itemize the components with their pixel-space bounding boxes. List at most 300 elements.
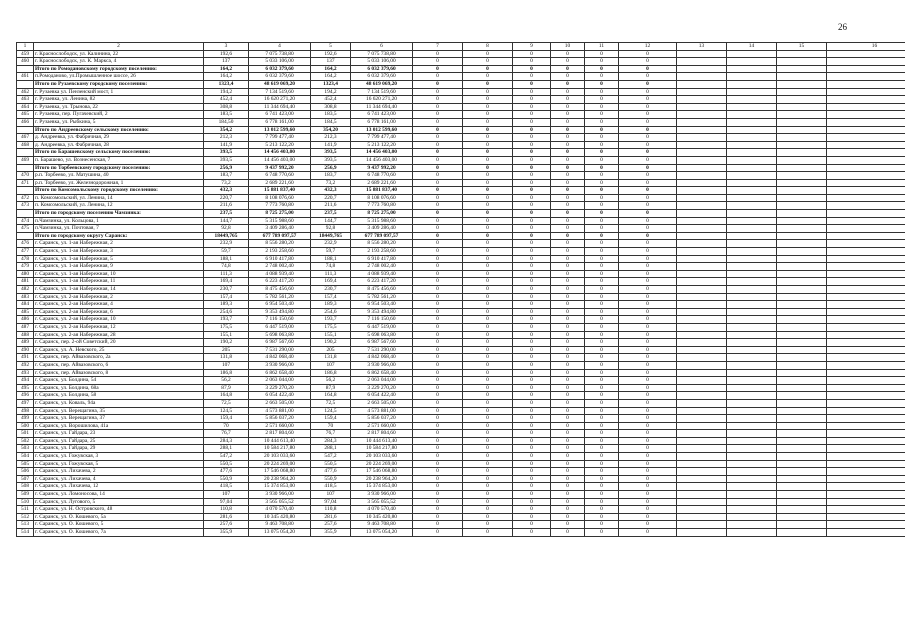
cell-col-6: 6 054 422,40 (351, 392, 413, 400)
cell-col-14 (727, 468, 777, 476)
cell-col-4: 20 224 269,00 (249, 460, 311, 468)
cell-col-10: 0 (551, 437, 585, 445)
cell-col-1 (17, 210, 34, 218)
cell-col-12: 0 (619, 468, 677, 476)
cell-col-12: 0 (619, 384, 677, 392)
cell-col-6: 13 012 599,60 (351, 126, 413, 134)
cell-col-2: г. Саранск, ул. Болдина, 58 (34, 392, 204, 400)
cell-col-16 (827, 521, 905, 529)
cell-col-15 (777, 422, 827, 430)
cell-col-10: 0 (551, 248, 585, 256)
cell-col-4: 2 689 221,60 (249, 179, 311, 187)
cell-col-1: 513 (17, 521, 34, 529)
cell-col-14 (727, 156, 777, 164)
cell-col-10: 0 (551, 513, 585, 521)
cell-col-3: 184,50 (204, 118, 249, 126)
cell-col-9: 0 (513, 217, 551, 225)
column-number-row (17, 43, 905, 51)
column-number-13: 13 (677, 43, 727, 51)
cell-col-16 (827, 225, 905, 233)
cell-col-5: 256,9 (311, 164, 351, 172)
cell-col-4: 48 619 069,20 (249, 80, 311, 88)
table-row (17, 134, 905, 142)
cell-col-5: 184,5 (311, 118, 351, 126)
cell-col-3: 70 (204, 422, 249, 430)
cell-col-1: 483 (17, 293, 34, 301)
cell-col-4: 7 799 477,40 (249, 134, 311, 142)
cell-col-6: 2 817 804,60 (351, 430, 413, 438)
cell-col-2: д. Андреевка, ул. Фабричная, 28 (34, 141, 204, 149)
cell-col-10: 0 (551, 316, 585, 324)
cell-col-7: 0 (413, 50, 463, 58)
cell-col-13 (677, 308, 727, 316)
cell-col-2: г. Саранск, ул. Н. Островского, 48 (34, 506, 204, 514)
cell-col-14 (727, 149, 777, 157)
cell-col-14 (727, 103, 777, 111)
cell-col-8: 0 (463, 377, 513, 385)
cell-col-5: 432,3 (311, 187, 351, 195)
table-row (17, 513, 905, 521)
cell-col-16 (827, 468, 905, 476)
cell-col-16 (827, 415, 905, 423)
cell-col-10: 0 (551, 354, 585, 362)
cell-col-9: 0 (513, 187, 551, 195)
cell-col-15 (777, 498, 827, 506)
cell-col-13 (677, 73, 727, 81)
cell-col-16 (827, 50, 905, 58)
cell-col-7: 0 (413, 437, 463, 445)
cell-col-5: 110,8 (311, 506, 351, 514)
cell-col-7: 0 (413, 156, 463, 164)
cell-col-15 (777, 407, 827, 415)
cell-col-12: 0 (619, 80, 677, 88)
cell-col-15 (777, 483, 827, 491)
cell-col-15 (777, 346, 827, 354)
cell-col-1: 471 (17, 179, 34, 187)
cell-col-4: 4 088 939,40 (249, 270, 311, 278)
cell-col-5: 232,9 (311, 240, 351, 248)
cell-col-9: 0 (513, 331, 551, 339)
cell-col-2: г. Саранск, ул. Коваль, 94а (34, 399, 204, 407)
cell-col-13 (677, 96, 727, 104)
cell-col-16 (827, 248, 905, 256)
cell-col-4: 9 463 708,80 (249, 521, 311, 529)
cell-col-2: г. Краснослободск, ул. К. Маркса, 4 (34, 58, 204, 66)
cell-col-11: 0 (585, 134, 619, 142)
cell-col-1: 470 (17, 172, 34, 180)
cell-col-13 (677, 103, 727, 111)
cell-col-14 (727, 248, 777, 256)
table-row (17, 270, 905, 278)
cell-col-7: 0 (413, 293, 463, 301)
table-row (17, 445, 905, 453)
cell-col-12: 0 (619, 415, 677, 423)
cell-col-9: 0 (513, 134, 551, 142)
cell-col-16 (827, 437, 905, 445)
cell-col-10: 0 (551, 58, 585, 66)
cell-col-3: 1323,4 (204, 80, 249, 88)
cell-col-3: 237,5 (204, 210, 249, 218)
cell-col-11: 0 (585, 164, 619, 172)
cell-col-14 (727, 96, 777, 104)
cell-col-9: 0 (513, 301, 551, 309)
cell-col-4: 3 930 966,00 (249, 491, 311, 499)
cell-col-1: 473 (17, 202, 34, 210)
cell-col-7: 0 (413, 134, 463, 142)
cell-col-8: 0 (463, 301, 513, 309)
subtotal-row (17, 80, 905, 88)
cell-col-11: 0 (585, 445, 619, 453)
cell-col-8: 0 (463, 270, 513, 278)
cell-col-9: 0 (513, 323, 551, 331)
cell-col-11: 0 (585, 316, 619, 324)
cell-col-14 (727, 430, 777, 438)
cell-col-6: 20 224 269,00 (351, 460, 413, 468)
cell-col-2: г. Саранск, ул. Лихачева, 4 (34, 475, 204, 483)
cell-col-5: 393,5 (311, 149, 351, 157)
cell-col-14 (727, 354, 777, 362)
cell-col-8: 0 (463, 331, 513, 339)
cell-col-7: 0 (413, 346, 463, 354)
cell-col-3: 111,3 (204, 270, 249, 278)
cell-col-12: 0 (619, 88, 677, 96)
cell-col-1: 465 (17, 111, 34, 119)
cell-col-1: 467 (17, 134, 34, 142)
cell-col-10: 0 (551, 225, 585, 233)
cell-col-3: 107 (204, 491, 249, 499)
cell-col-7: 0 (413, 460, 463, 468)
cell-col-15 (777, 103, 827, 111)
cell-col-4: 6 987 567,60 (249, 339, 311, 347)
cell-col-2: г. Саранск, ул. Лугового, 5 (34, 498, 204, 506)
cell-col-14 (727, 179, 777, 187)
cell-col-9: 0 (513, 491, 551, 499)
cell-col-12: 0 (619, 506, 677, 514)
cell-col-4: 13 075 054,20 (249, 529, 311, 537)
table-row (17, 73, 905, 81)
cell-col-10: 0 (551, 369, 585, 377)
cell-col-15 (777, 80, 827, 88)
cell-col-10: 0 (551, 126, 585, 134)
cell-col-3: 144,7 (204, 217, 249, 225)
cell-col-2: г. Саранск, ул. Лихачева, 2 (34, 468, 204, 476)
cell-col-14 (727, 65, 777, 73)
cell-col-8: 0 (463, 369, 513, 377)
cell-col-11: 0 (585, 80, 619, 88)
cell-col-5: 418,5 (311, 483, 351, 491)
cell-col-13 (677, 111, 727, 119)
cell-col-8: 0 (463, 172, 513, 180)
cell-col-11: 0 (585, 346, 619, 354)
table-row (17, 361, 905, 369)
cell-col-13 (677, 149, 727, 157)
cell-col-7: 0 (413, 202, 463, 210)
cell-col-16 (827, 141, 905, 149)
cell-col-15 (777, 331, 827, 339)
cell-col-3: 131,8 (204, 354, 249, 362)
cell-col-16 (827, 460, 905, 468)
cell-col-8: 0 (463, 415, 513, 423)
cell-col-3: 183,7 (204, 172, 249, 180)
cell-col-10: 0 (551, 422, 585, 430)
cell-col-11: 0 (585, 323, 619, 331)
cell-col-6: 3 930 966,00 (351, 361, 413, 369)
cell-col-2: г. Саранск, пер. 2-ой Советский, 20 (34, 339, 204, 347)
cell-col-4: 16 620 271,20 (249, 96, 311, 104)
table-row (17, 323, 905, 331)
cell-col-2: г. Саранск, ул. Ворошилова, 41а (34, 422, 204, 430)
cell-col-12: 0 (619, 194, 677, 202)
cell-col-1: 499 (17, 415, 34, 423)
cell-col-16 (827, 308, 905, 316)
cell-col-15 (777, 278, 827, 286)
cell-col-4: 7 116 150,60 (249, 316, 311, 324)
cell-col-13 (677, 437, 727, 445)
cell-col-15 (777, 164, 827, 172)
cell-col-13 (677, 156, 727, 164)
cell-col-2: Итого по городскому округу Саранск: (34, 232, 204, 240)
cell-col-6: 6 862 658,40 (351, 369, 413, 377)
cell-col-7: 0 (413, 278, 463, 286)
cell-col-13 (677, 384, 727, 392)
cell-col-9: 0 (513, 422, 551, 430)
cell-col-9: 0 (513, 521, 551, 529)
cell-col-7: 0 (413, 118, 463, 126)
cell-col-1: 510 (17, 498, 34, 506)
cell-col-5: 183,7 (311, 172, 351, 180)
cell-col-15 (777, 339, 827, 347)
cell-col-16 (827, 202, 905, 210)
cell-col-13 (677, 331, 727, 339)
cell-col-11: 0 (585, 232, 619, 240)
cell-col-4: 8 725 275,00 (249, 210, 311, 218)
cell-col-2: р.п. Торбеево, ул. Матушина, 40 (34, 172, 204, 180)
cell-col-2: Итого по городскому поселению Чамзинка: (34, 210, 204, 218)
cell-col-14 (727, 210, 777, 218)
cell-col-2: г. Саранск, ул. Верещагина, 37 (34, 415, 204, 423)
cell-col-14 (727, 73, 777, 81)
cell-col-13 (677, 392, 727, 400)
cell-col-11: 0 (585, 513, 619, 521)
cell-col-9: 0 (513, 240, 551, 248)
cell-col-8: 0 (463, 407, 513, 415)
cell-col-10: 0 (551, 118, 585, 126)
cell-col-15 (777, 323, 827, 331)
cell-col-7: 0 (413, 529, 463, 537)
cell-col-9: 0 (513, 103, 551, 111)
table-row (17, 103, 905, 111)
table-body (17, 50, 905, 536)
cell-col-9: 0 (513, 475, 551, 483)
cell-col-10: 0 (551, 377, 585, 385)
cell-col-12: 0 (619, 255, 677, 263)
cell-col-10: 0 (551, 278, 585, 286)
table-row (17, 225, 905, 233)
cell-col-16 (827, 377, 905, 385)
cell-col-1: 466 (17, 118, 34, 126)
cell-col-4: 6 748 770,60 (249, 172, 311, 180)
cell-col-9: 0 (513, 346, 551, 354)
cell-col-5: 288,1 (311, 445, 351, 453)
cell-col-11: 0 (585, 483, 619, 491)
cell-col-7: 0 (413, 149, 463, 157)
cell-col-2: г. Саранск, ул. 1-ая Набережная, 5 (34, 255, 204, 263)
cell-col-14 (727, 437, 777, 445)
cell-col-14 (727, 361, 777, 369)
cell-col-3: 157,4 (204, 293, 249, 301)
cell-col-13 (677, 301, 727, 309)
cell-col-14 (727, 475, 777, 483)
cell-col-12: 0 (619, 308, 677, 316)
cell-col-6: 5 856 037,20 (351, 415, 413, 423)
cell-col-13 (677, 399, 727, 407)
cell-col-9: 0 (513, 407, 551, 415)
cell-col-5: 547,2 (311, 453, 351, 461)
cell-col-9: 0 (513, 232, 551, 240)
cell-col-4: 3 930 966,00 (249, 361, 311, 369)
table-row (17, 50, 905, 58)
cell-col-12: 0 (619, 483, 677, 491)
table-row (17, 293, 905, 301)
cell-col-1: 495 (17, 384, 34, 392)
cell-col-9: 0 (513, 50, 551, 58)
cell-col-1: 482 (17, 286, 34, 294)
cell-col-12: 0 (619, 491, 677, 499)
cell-col-8: 0 (463, 346, 513, 354)
cell-col-5: 212,3 (311, 134, 351, 142)
cell-col-2: г. Краснослободск, ул. Калинина, 22 (34, 50, 204, 58)
cell-col-10: 0 (551, 392, 585, 400)
cell-col-2: п.Чамзинка, ул. Почтовая, 7 (34, 225, 204, 233)
cell-col-7: 0 (413, 111, 463, 119)
cell-col-12: 0 (619, 232, 677, 240)
cell-col-6: 13 075 054,20 (351, 529, 413, 537)
cell-col-13 (677, 475, 727, 483)
table-row (17, 453, 905, 461)
table-row (17, 354, 905, 362)
cell-col-1: 464 (17, 103, 34, 111)
cell-col-15 (777, 384, 827, 392)
cell-col-8: 0 (463, 384, 513, 392)
cell-col-4: 2 748 002,40 (249, 263, 311, 271)
cell-col-7: 0 (413, 164, 463, 172)
cell-col-2: д. Андреевка, ул. Фабричная, 29 (34, 134, 204, 142)
cell-col-14 (727, 126, 777, 134)
cell-col-11: 0 (585, 491, 619, 499)
cell-col-5: 73,2 (311, 179, 351, 187)
cell-col-12: 0 (619, 210, 677, 218)
cell-col-11: 0 (585, 263, 619, 271)
cell-col-9: 0 (513, 430, 551, 438)
cell-col-12: 0 (619, 331, 677, 339)
cell-col-2: г. Саранск, пер. Айвазовского, 2а (34, 354, 204, 362)
cell-col-14 (727, 255, 777, 263)
cell-col-12: 0 (619, 156, 677, 164)
cell-col-2: г. Саранск, ул. 1-ая Набережная, 10 (34, 270, 204, 278)
table-row (17, 384, 905, 392)
cell-col-4: 10 584 217,80 (249, 445, 311, 453)
cell-col-2: Итого по Торбеевскому городскому поселению: (34, 164, 204, 172)
cell-col-8: 0 (463, 521, 513, 529)
table-row (17, 248, 905, 256)
cell-col-8: 0 (463, 149, 513, 157)
cell-col-4: 6 778 161,00 (249, 118, 311, 126)
cell-col-6: 5 033 106,00 (351, 58, 413, 66)
cell-col-10: 0 (551, 331, 585, 339)
subtotal-row (17, 126, 905, 134)
cell-col-3: 284,3 (204, 437, 249, 445)
cell-col-2: г. Саранск, ул. Гайдара, 23 (34, 430, 204, 438)
cell-col-7: 0 (413, 354, 463, 362)
cell-col-3: 192,6 (204, 50, 249, 58)
cell-col-4: 13 012 599,60 (249, 126, 311, 134)
cell-col-10: 0 (551, 187, 585, 195)
cell-col-14 (727, 194, 777, 202)
cell-col-5: 76,7 (311, 430, 351, 438)
cell-col-4: 4 070 570,40 (249, 506, 311, 514)
cell-col-16 (827, 361, 905, 369)
cell-col-12: 0 (619, 225, 677, 233)
cell-col-1: 476 (17, 240, 34, 248)
cell-col-6: 10 444 613,40 (351, 437, 413, 445)
cell-col-2: г. Рузаевка, пер. Пугачевский, 2 (34, 111, 204, 119)
cell-col-11: 0 (585, 126, 619, 134)
cell-col-1: 460 (17, 58, 34, 66)
cell-col-6: 8 556 280,20 (351, 240, 413, 248)
cell-col-11: 0 (585, 384, 619, 392)
cell-col-15 (777, 179, 827, 187)
cell-col-8: 0 (463, 483, 513, 491)
cell-col-10: 0 (551, 202, 585, 210)
cell-col-13 (677, 270, 727, 278)
cell-col-16 (827, 263, 905, 271)
cell-col-15 (777, 316, 827, 324)
cell-col-11: 0 (585, 270, 619, 278)
cell-col-16 (827, 445, 905, 453)
cell-col-9: 0 (513, 263, 551, 271)
table-row (17, 422, 905, 430)
cell-col-12: 0 (619, 498, 677, 506)
cell-col-16 (827, 293, 905, 301)
cell-col-9: 0 (513, 141, 551, 149)
cell-col-5: 230,7 (311, 286, 351, 294)
cell-col-9: 0 (513, 194, 551, 202)
cell-col-13 (677, 506, 727, 514)
cell-col-1 (17, 65, 34, 73)
cell-col-1: 488 (17, 331, 34, 339)
cell-col-9: 0 (513, 483, 551, 491)
cell-col-10: 0 (551, 430, 585, 438)
table-row (17, 263, 905, 271)
cell-col-8: 0 (463, 323, 513, 331)
cell-col-13 (677, 217, 727, 225)
cell-col-15 (777, 232, 827, 240)
cell-col-10: 0 (551, 346, 585, 354)
cell-col-7: 0 (413, 491, 463, 499)
cell-col-13 (677, 225, 727, 233)
table-row (17, 346, 905, 354)
table-row (17, 399, 905, 407)
cell-col-6: 5 782 561,20 (351, 293, 413, 301)
cell-col-16 (827, 498, 905, 506)
cell-col-6: 5 213 122,20 (351, 141, 413, 149)
cell-col-6: 8 475 456,60 (351, 286, 413, 294)
cell-col-5: 477,6 (311, 468, 351, 476)
cell-col-10: 0 (551, 156, 585, 164)
cell-col-6: 3 930 966,00 (351, 491, 413, 499)
cell-col-16 (827, 483, 905, 491)
cell-col-12: 0 (619, 407, 677, 415)
